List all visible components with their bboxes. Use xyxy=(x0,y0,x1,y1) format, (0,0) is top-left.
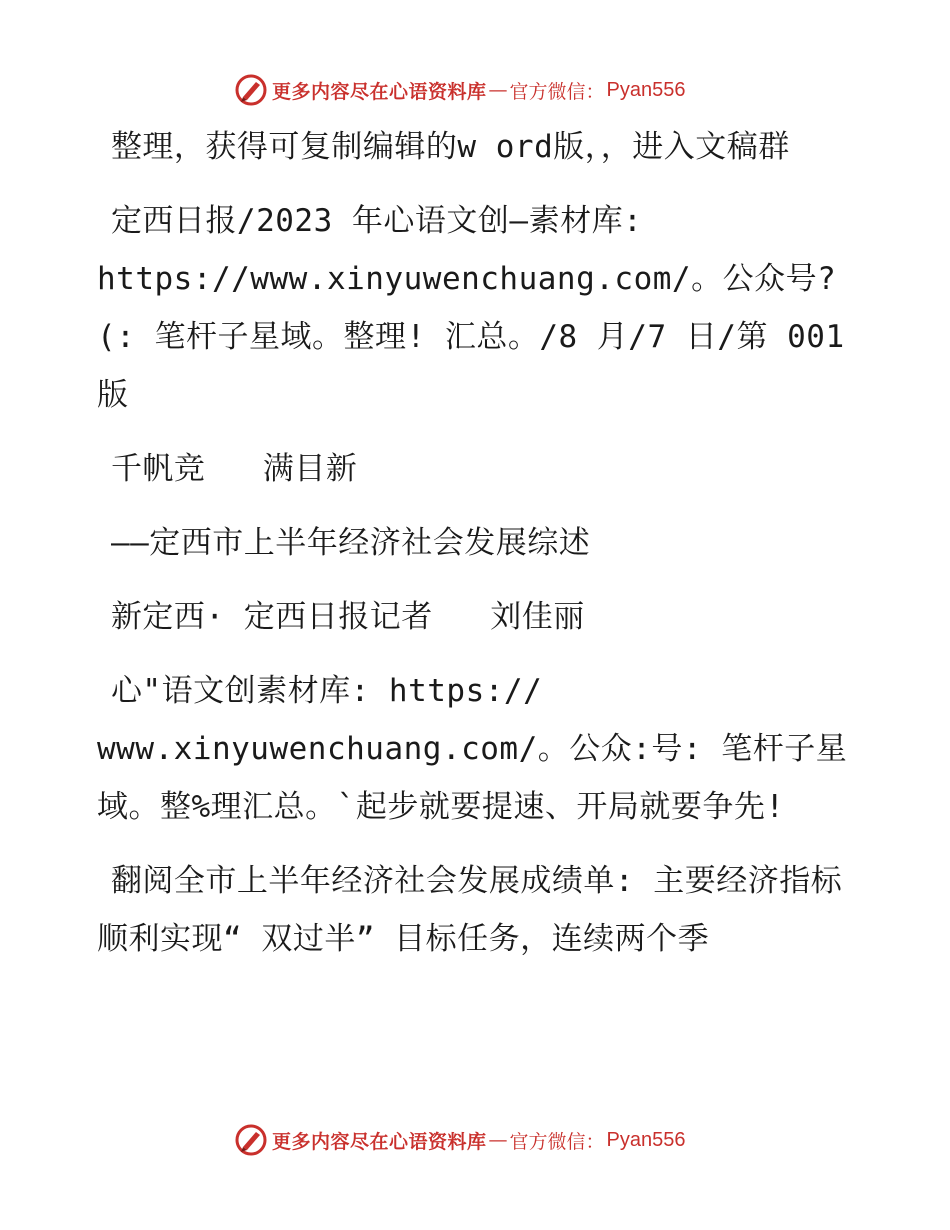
banner-wechat-id: Pyan556 xyxy=(606,78,686,101)
footer-banner xyxy=(234,1122,686,1158)
banner-wechat-id: Pyan556 xyxy=(606,1128,686,1151)
article-title: 千帆竞 满目新 xyxy=(110,451,358,487)
pen-logo-icon xyxy=(234,1123,268,1157)
header-banner xyxy=(234,72,686,108)
banner-promo-text: 更多内容尽在心语资料库 xyxy=(272,80,487,103)
article-subtitle: ——定西市上半年经济社会发展综述 xyxy=(110,525,591,561)
byline: 新定西· 定西日报记者 刘佳丽 xyxy=(110,599,585,635)
banner-promo-text: 更多内容尽在心语资料库 xyxy=(272,1130,487,1153)
document-body xyxy=(97,118,864,984)
banner-wechat-label: 官方微信： xyxy=(509,1130,605,1153)
banner-dash: — xyxy=(488,1129,508,1151)
banner-dash: — xyxy=(488,79,508,101)
banner-wechat-label: 官方微信： xyxy=(509,80,605,103)
paragraph: 心"语文创素材库: https:// www.xinyuwenchuang.com/。公众:号: 笔杆子星域。整%理汇总。`起步就要提速、开局就要争先! xyxy=(97,673,848,825)
pen-logo-icon xyxy=(234,73,268,107)
paragraph: 定西日报/2023 年心语文创—素材库: https://www.xinyuwenchuang.com/。公众号?(: 笔杆子星域。整理! 汇总。/8 月/7 日/第 001 版 xyxy=(97,203,864,413)
paragraph: 翻阅全市上半年经济社会发展成绩单: 主要经济指标顺利实现“ 双过半” 目标任务，连续两个季 xyxy=(97,863,843,957)
paragraph: 整理，获得可复制编辑的w ord版，，进入文稿群 xyxy=(110,129,790,165)
